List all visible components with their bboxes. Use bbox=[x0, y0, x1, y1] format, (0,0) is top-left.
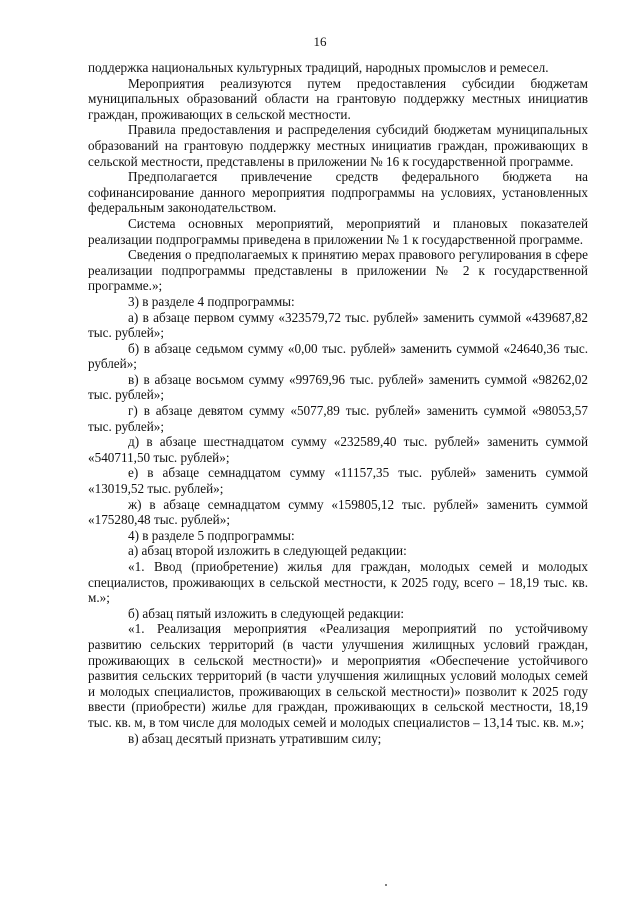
quoted-paragraph-1: «1. Ввод (приобретение) жилья для граждан, молодых семей и молодых специалистов, проживающих в сельской местности, к 2025 году, всего – 18,19 тыс. кв. м.»; bbox=[88, 559, 588, 606]
paragraph-1: поддержка национальных культурных традиций, народных промыслов и ремесел. bbox=[88, 60, 549, 75]
list-item-a-section-4: а) в абзаце первом сумму «323579,72 тыс. рублей» заменить суммой «439687,82 тыс. рублей»; bbox=[88, 309, 588, 341]
paragraph-5: Система основных мероприятий, мероприятий и плановых показателей реализации подпрограммы приведена в приложении № 1 к государственной программе. bbox=[88, 215, 588, 247]
paragraph-6: Сведения о предполагаемых к принятию мерах правового регулирования в сфере реализации подпрограммы представлены в приложении № 2 к государственной программе.»; bbox=[88, 247, 588, 294]
paragraph-2: Мероприятия реализуются путем предоставления субсидии бюджетам муниципальных образований области на грантовую поддержку местных инициатив граждан, проживающих в сельской местности. bbox=[88, 75, 588, 122]
quoted-paragraph-2: «1. Реализация мероприятия «Реализация мероприятий по устойчивому развитию сельских территорий (в части улучшения жилищных условий граждан, проживающих в сельской местности)» и мероприятия «Обеспечение устойчивого развития сельских территорий (в части улучшения жилищных условий молодых семей и молодых специалистов, проживающих в сельской местности)» позволит к 2025 году ввести (приобрести) жилье для граждан, проживающих в сельской местности, 18,19 тыс. кв. м, в том числе для молодых семей и молодых специалистов – 13,14 тыс. кв. м.»; bbox=[88, 621, 588, 730]
paragraph-4: Предполагается привлечение средств федерального бюджета на софинансирование данного мероприятия подпрограммы на условиях, установленных федеральным законодательством. bbox=[88, 169, 588, 216]
list-item-b-section-5: б) абзац пятый изложить в следующей редакции: bbox=[128, 605, 405, 621]
list-item-b-section-4: б) в абзаце седьмом сумму «0,00 тыс. рублей» заменить суммой «24640,36 тыс. рублей»; bbox=[88, 340, 588, 372]
paragraph-3: Правила предоставления и распределения субсидий бюджетам муниципальных образований на грантовую поддержку местных инициатив граждан, проживающих в сельской местности, представлены в приложении № 16 к государственной программе. bbox=[88, 122, 588, 169]
list-item-e-section-4: е) в абзаце семнадцатом сумму «11157,35 тыс. рублей» заменить суммой «13019,52 тыс. рублей»; bbox=[88, 465, 588, 497]
page-number: 16 bbox=[313, 34, 327, 49]
list-item-g-section-4: г) в абзаце девятом сумму «5077,89 тыс. рублей» заменить суммой «98053,57 тыс. рублей»; bbox=[88, 403, 588, 434]
list-item-v-section-4: в) в абзаце восьмом сумму «99769,96 тыс. рублей» заменить суммой «98262,02 тыс. рублей»; bbox=[88, 371, 588, 403]
list-item-section-5: 4) в разделе 5 подпрограммы: bbox=[128, 527, 295, 543]
scan-speck bbox=[385, 884, 387, 886]
list-item-zh-section-4: ж) в абзаце семнадцатом сумму «159805,12 тыс. рублей» заменить суммой «175280,48 тыс. рублей»; bbox=[88, 496, 588, 528]
list-item-d-section-4: д) в абзаце шестнадцатом сумму «232589,40 тыс. рублей» заменить суммой «540711,50 тыс. рублей»; bbox=[88, 434, 588, 465]
document-body bbox=[88, 60, 588, 746]
list-item-v-section-5: в) абзац десятый признать утратившим силу; bbox=[128, 730, 382, 746]
list-item-a-section-5: а) абзац второй изложить в следующей редакции: bbox=[128, 543, 407, 559]
list-item-section-4: 3) в разделе 4 подпрограммы: bbox=[128, 293, 295, 309]
